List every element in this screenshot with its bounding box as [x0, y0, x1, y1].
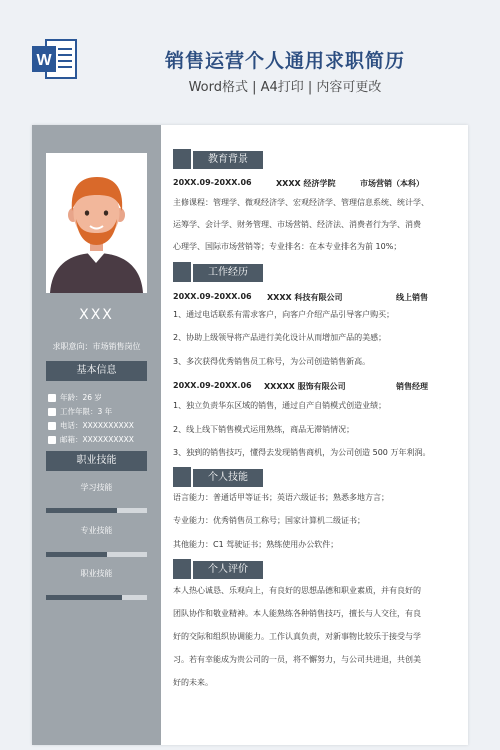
skill-line: 专业能力：优秀销售员工称号；国家计算机二级证书；: [173, 516, 365, 525]
briefcase-icon: [48, 408, 56, 416]
job-company: XXXX 科技有限公司: [267, 293, 343, 302]
info-phone: [48, 420, 134, 431]
skill-line: 语言能力：普通话甲等证书；英语六级证书；熟悉多地方言；: [173, 493, 389, 502]
evaluation-title: 个人评价: [193, 561, 263, 579]
phone-icon: [48, 422, 56, 430]
info-age-text: 年龄：26 岁: [60, 393, 102, 402]
info-email: [48, 434, 134, 445]
resume-sheet: [32, 125, 468, 745]
education-title: 教育背景: [193, 151, 263, 169]
job-duty: 3、独到的销售技巧，懂得去发现销售商机，为公司创造 500 万年利润。: [173, 448, 431, 457]
job-period: 20XX.09-20XX.06: [173, 292, 252, 301]
page-title: 销售运营个人通用求职简历: [164, 50, 405, 72]
education-course-line: 心理学、国际市场营销等；专业排名：在本专业排名为前 10%；: [173, 242, 402, 251]
job-position: 销售经理: [396, 382, 428, 391]
job-duty: 1、通过电话联系有需求客户，向客户介绍产品引导客户购买；: [173, 310, 395, 319]
education-major: 市场营销（本科）: [360, 179, 424, 188]
candidate-name: XXX: [79, 307, 114, 323]
skill-bar-fill: [46, 595, 122, 600]
education-school: XXXX 经济学院: [276, 179, 336, 188]
skill-bar-fill: [46, 552, 107, 557]
education-period: 20XX.09-20XX.06: [173, 178, 252, 187]
word-icon-letter: W: [36, 52, 52, 69]
skill-label: 学习技能: [80, 483, 113, 492]
info-years: [48, 406, 112, 417]
info-phone-text: 电话：XXXXXXXXXX: [60, 421, 134, 430]
skill-label: 职业技能: [80, 569, 113, 578]
resume-sidebar: [32, 125, 161, 745]
education-course-line: 主修课程：管理学、微观经济学、宏观经济学、管理信息系统、统计学、: [173, 198, 429, 207]
info-years-text: 工作年限：3 年: [60, 407, 113, 416]
gear-icon: [173, 467, 191, 487]
job-duty: 3、多次获得优秀销售员工称号，为公司创造销售新高。: [173, 357, 371, 366]
job-duty: 2、线上线下销售模式运用熟练，商品无滞销情况；: [173, 425, 355, 434]
job-position: 线上销售: [396, 293, 428, 302]
education-course-line: 运筹学、会计学、财务管理、市场营销、经济法、消费者行为学、消费: [173, 220, 421, 229]
skill-line: 其他能力：C1 驾驶证书；熟练使用办公软件；: [173, 540, 339, 549]
evaluation-line: 好的交际和组织协调能力。工作认真负责，对新事物比较乐于接受与学: [173, 632, 421, 641]
job-duty: 1、独立负责华东区域的销售，通过自产自销模式创造业绩；: [173, 401, 387, 410]
skill-bar: [46, 508, 147, 513]
skill-bar: [46, 552, 147, 557]
skills-heading: 职业技能: [46, 451, 147, 471]
job-duty: 2、协助上级领导将产品进行美化设计从而增加产品的美感；: [173, 333, 387, 342]
word-document-icon: [32, 38, 78, 80]
graduation-cap-icon: [173, 149, 191, 169]
evaluation-line: 习。若有幸能成为贵公司的一员，将不懈努力，与公司共进退，共创美: [173, 655, 421, 664]
evaluation-line: 好的未来。: [173, 678, 213, 687]
basic-info-heading: 基本信息: [46, 361, 147, 381]
skill-bar-fill: [46, 508, 117, 513]
chat-icon: [173, 559, 191, 579]
page-header: [0, 0, 500, 120]
evaluation-line: 团队协作和敬业精神。本人能熟练各种销售技巧，擅长与人交往，有良: [173, 609, 421, 618]
person-icon: [48, 394, 56, 402]
job-period: 20XX.09-20XX.06: [173, 381, 252, 390]
avatar: [46, 153, 147, 293]
personal-skills-title: 个人技能: [193, 469, 263, 487]
building-icon: [173, 262, 191, 282]
mail-icon: [48, 436, 56, 444]
resume-main: [173, 125, 463, 745]
skill-bar: [46, 595, 147, 600]
info-email-text: 邮箱：XXXXXXXXXX: [60, 435, 134, 444]
job-intent: 求职意向：市场销售岗位: [52, 342, 141, 351]
info-age: [48, 392, 102, 403]
job-company: XXXXX 服饰有限公司: [264, 382, 346, 391]
page-subtitle: Word格式 | A4打印 | 内容可更改: [188, 80, 382, 95]
skill-label: 专业技能: [80, 526, 113, 535]
work-title: 工作经历: [193, 264, 263, 282]
evaluation-line: 本人热心诚恳、乐观向上，有良好的思想品德和职业素质，并有良好的: [173, 586, 421, 595]
